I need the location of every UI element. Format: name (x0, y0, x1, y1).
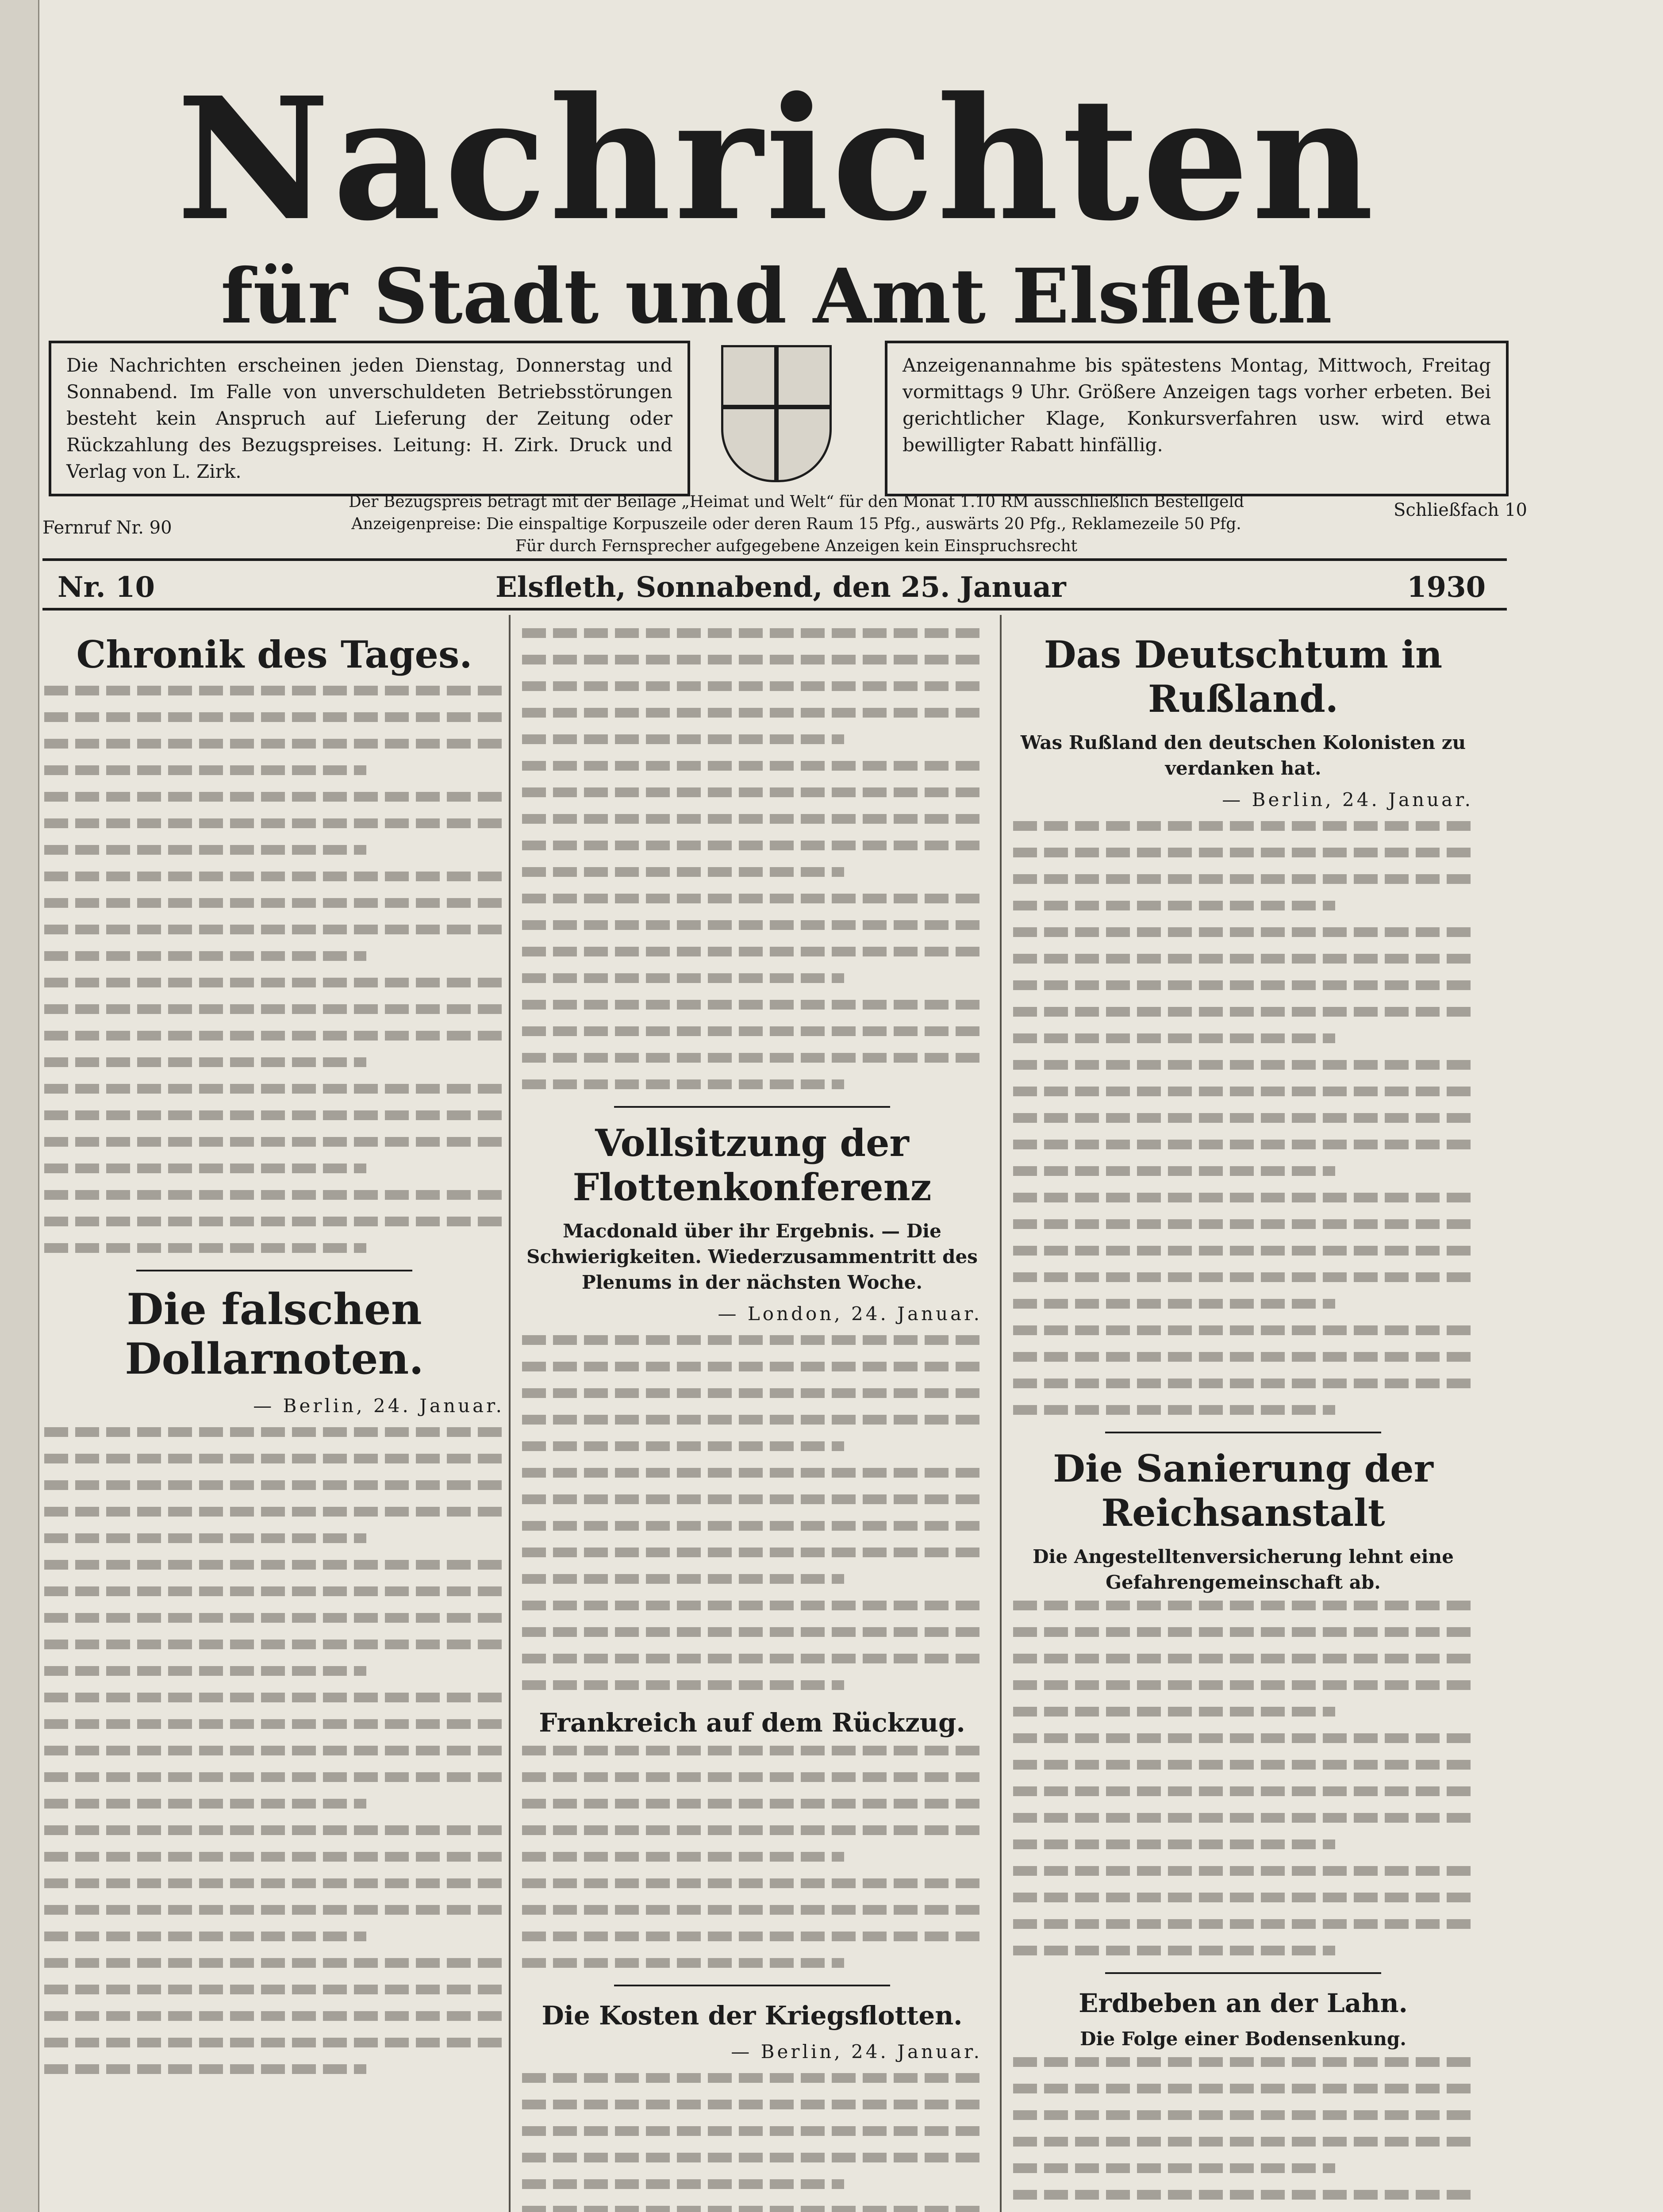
text-line (1013, 1352, 1473, 1362)
text-line (1013, 1893, 1473, 1902)
column-left (44, 628, 504, 2212)
text-line (44, 1480, 504, 1490)
text-line (44, 1507, 504, 1517)
text-line (522, 841, 982, 850)
adjacent-page-edge (0, 0, 39, 2212)
text-line (522, 1053, 982, 1063)
text-line (522, 920, 982, 930)
text-line (522, 1654, 982, 1663)
text-line (522, 1335, 982, 1345)
text-line (44, 1905, 504, 1915)
text-line (1013, 1087, 1473, 1096)
text-line (44, 1772, 504, 1782)
text-line (44, 1427, 504, 1437)
text-line (522, 734, 844, 744)
text-line (1013, 874, 1473, 884)
text-line (522, 1958, 844, 1968)
text-line (522, 2073, 982, 2083)
text-line (1013, 2110, 1473, 2120)
text-line (522, 1026, 982, 1036)
text-line (522, 1574, 844, 1584)
text-line (1013, 1219, 1473, 1229)
text-line (44, 1613, 504, 1623)
text-line (522, 894, 982, 903)
advertising-notice: Anzeigenannahme bis spätestens Montag, Mittwoch, Freitag vormittags 9 Uhr. Größere Anzeigen tags vorher erbeten. Bei gerichtlicher Klage, Konkursverfahren usw. wird etwa bewilligter Rabatt hinfällig. (885, 341, 1509, 496)
text-line (522, 761, 982, 771)
text-line (44, 1878, 504, 1888)
text-line (44, 951, 366, 961)
article-separator (614, 1106, 890, 1108)
text-line (1013, 1299, 1335, 1309)
publication-notice: Die Nachrichten erscheinen jeden Dienstag, Donnerstag und Sonnabend. Im Falle von unverschuldeten Betriebsstörungen besteht kein Anspruch auf Lieferung der Zeitung oder Rückzahlung des Bezugspreises. Leitung: H. Zirk. Druck und Verlag von L. Zirk. (49, 341, 690, 496)
text-line (1013, 1060, 1473, 1070)
column-divider (509, 615, 511, 2212)
text-line (522, 1441, 844, 1451)
text-line (522, 2179, 844, 2189)
article-heading-deutschtum: Das Deutschtum in Rußland. (1044, 633, 1443, 721)
issue-dateline: Elsfleth, Sonnabend, den 25. Januar (495, 571, 1066, 604)
text-line (44, 1825, 504, 1835)
text-line (44, 1004, 504, 1014)
issue-year: 1930 (1407, 571, 1486, 604)
text-line (1013, 2190, 1473, 2200)
text-line (44, 712, 504, 722)
article-dateline: — Berlin, 24. Januar. (1222, 789, 1473, 810)
newspaper-title: Nachrichten (176, 60, 1377, 258)
article-heading-erdbeben: Erdbeben an der Lahn. (1079, 1988, 1408, 2018)
text-line (522, 1627, 982, 1637)
article-separator (614, 1985, 890, 1986)
text-line (1013, 1786, 1473, 1796)
text-line (1013, 1007, 1473, 1017)
text-line (44, 978, 504, 987)
text-line (1013, 1839, 1335, 1849)
divider (42, 558, 1507, 561)
text-line (44, 1084, 504, 1094)
text-line (1013, 980, 1473, 990)
text-line (522, 1468, 982, 1478)
text-line (44, 1110, 504, 1120)
text-line (522, 1601, 982, 1610)
text-line (1013, 1166, 1335, 1176)
article-separator (1105, 1972, 1381, 1974)
text-line (522, 867, 844, 877)
text-line (522, 1548, 982, 1557)
text-line (44, 1719, 504, 1729)
text-line (1013, 1866, 1473, 1876)
text-line (522, 1825, 982, 1835)
divider (42, 608, 1507, 611)
article-subheading: Was Rußland den deutschen Kolonisten zu verdanken hat. (1020, 732, 1466, 779)
text-line (1013, 954, 1473, 964)
po-box: Schließfach 10 (1394, 500, 1527, 520)
text-line (1013, 1654, 1473, 1663)
text-line (522, 814, 982, 824)
text-line (522, 947, 982, 956)
text-line (44, 1533, 366, 1543)
text-line (522, 628, 982, 638)
text-line (44, 1057, 366, 1067)
pricing-line: Der Bezugspreis beträgt mit der Beilage „Heimat und Welt“ für den Monat 1.10 RM ausschließlich Bestellgeld (348, 493, 1244, 511)
text-line (44, 1746, 504, 1755)
text-line (1013, 1813, 1473, 1823)
article-heading-reichsanstalt: Die Sanierung der Reichsanstalt (1053, 1447, 1433, 1535)
text-line (1013, 848, 1473, 857)
text-line (44, 1666, 366, 1676)
text-line (44, 1852, 504, 1862)
text-line (1013, 1272, 1473, 1282)
text-line (522, 1079, 844, 1089)
article-heading-dollarnoten: Die falschen Dollarnoten. (125, 1284, 424, 1384)
article-heading-frankreich: Frankreich auf dem Rückzug. (539, 1708, 965, 1738)
text-line (44, 1985, 504, 1994)
masthead (49, 60, 1504, 341)
text-line (44, 2038, 504, 2047)
article-dateline: — Berlin, 24. Januar. (253, 1395, 504, 1417)
text-line (522, 708, 982, 718)
text-line (44, 1560, 504, 1570)
article-dateline: — Berlin, 24. Januar. (731, 2041, 982, 2062)
text-line (1013, 1140, 1473, 1149)
text-line (44, 792, 504, 802)
text-line (1013, 1033, 1335, 1043)
text-line (44, 1958, 504, 1968)
article-subheading: Die Angestelltenversicherung lehnt eine Gefahrengemeinschaft ab. (1033, 1546, 1454, 1593)
coat-of-arms-icon (721, 345, 832, 482)
pricing-line: Anzeigenpreise: Die einspaltige Korpuszeile oder deren Raum 15 Pfg., auswärts 20 Pfg., Reklamezeile 50 Pfg. (351, 515, 1241, 533)
text-line (522, 1521, 982, 1531)
column-divider (1000, 615, 1002, 2212)
article-heading-flottenkonferenz: Vollsitzung der Flottenkonferenz (572, 1121, 932, 1209)
text-line (1013, 1113, 1473, 1123)
text-line (1013, 2057, 1473, 2067)
text-line (44, 818, 504, 828)
article-separator (1105, 1432, 1381, 1433)
text-line (1013, 2137, 1473, 2147)
text-line (522, 1000, 982, 1010)
text-line (44, 2064, 366, 2074)
text-line (522, 1799, 982, 1809)
text-line (522, 2100, 982, 2109)
text-line (1013, 2163, 1335, 2173)
text-line (44, 739, 504, 749)
text-line (522, 1905, 982, 1915)
text-line (522, 2126, 982, 2136)
text-line (1013, 1919, 1473, 1929)
text-line (44, 1640, 504, 1649)
text-line (522, 1932, 982, 1941)
column-middle (522, 628, 982, 2212)
article-subheading: Die Folge einer Bodensenkung. (1080, 2028, 1406, 2050)
text-line (522, 1746, 982, 1755)
text-line (522, 2206, 982, 2212)
text-line (522, 1680, 844, 1690)
text-line (1013, 1405, 1335, 1415)
text-line (1013, 1246, 1473, 1256)
text-line (44, 765, 366, 775)
text-line (522, 1415, 982, 1425)
text-line (1013, 927, 1473, 937)
text-line (44, 872, 504, 881)
text-line (44, 1799, 366, 1809)
text-line (1013, 1946, 1335, 1955)
pricing-line: Für durch Fernsprecher aufgegebene Anzeigen kein Einspruchsrecht (515, 537, 1078, 555)
text-line (44, 686, 504, 695)
text-line (1013, 1733, 1473, 1743)
text-line (44, 1586, 504, 1596)
text-line (1013, 901, 1335, 910)
newspaper-subtitle: für Stadt und Amt Elsfleth (221, 252, 1332, 341)
text-line (1013, 1325, 1473, 1335)
text-line (1013, 1680, 1473, 1690)
text-line (44, 1137, 504, 1147)
text-line (44, 1932, 366, 1941)
text-line (44, 1190, 504, 1200)
text-line (44, 1164, 366, 1173)
article-separator (136, 1270, 412, 1271)
issue-number: Nr. 10 (58, 571, 155, 604)
text-line (44, 1217, 504, 1226)
text-line (522, 655, 982, 664)
article-heading-kriegsflotten: Die Kosten der Kriegsflotten. (542, 2001, 963, 2031)
text-line (1013, 1601, 1473, 1610)
text-line (44, 845, 366, 855)
column-right (1013, 628, 1473, 2212)
text-line (522, 1878, 982, 1888)
text-line (522, 973, 844, 983)
text-line (522, 2153, 982, 2162)
text-line (1013, 1379, 1473, 1388)
phone-number: Fernruf Nr. 90 (42, 518, 172, 538)
text-line (522, 1494, 982, 1504)
text-line (44, 1693, 504, 1702)
text-line (44, 1243, 366, 1253)
text-line (522, 787, 982, 797)
text-line (1013, 1193, 1473, 1202)
text-line (522, 1772, 982, 1782)
text-line (44, 2011, 504, 2021)
text-line (1013, 1627, 1473, 1637)
text-line (522, 681, 982, 691)
article-heading-chronik: Chronik des Tages. (76, 633, 472, 676)
text-line (44, 1454, 504, 1463)
text-line (1013, 2084, 1473, 2093)
article-dateline: — London, 24. Januar. (718, 1303, 982, 1325)
text-line (1013, 821, 1473, 831)
pricing-info (310, 491, 1283, 557)
text-line (44, 898, 504, 908)
text-line (44, 925, 504, 934)
text-line (1013, 1707, 1335, 1717)
text-line (522, 1388, 982, 1398)
text-line (1013, 1760, 1473, 1770)
text-line (522, 1852, 844, 1862)
article-subheading: Macdonald über ihr Ergebnis. — Die Schwierigkeiten. Wiederzusammentritt des Plenums in der nächsten Woche. (526, 1220, 978, 1293)
text-line (44, 1031, 504, 1041)
text-line (522, 1362, 982, 1371)
